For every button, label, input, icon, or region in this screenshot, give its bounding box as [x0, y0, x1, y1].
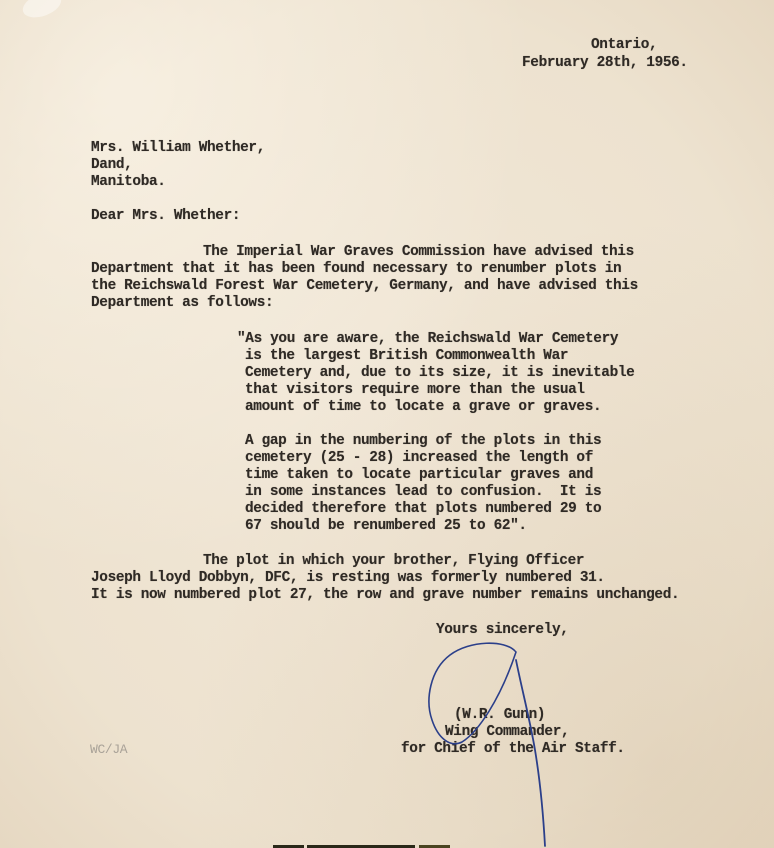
- quote2-line: time taken to locate particular graves and: [245, 467, 594, 483]
- closing: Yours sincerely,: [436, 622, 569, 638]
- paragraph1-line: Department as follows:: [91, 295, 274, 311]
- recipient-name: Mrs. William Whether,: [91, 140, 266, 156]
- paragraph1-line: the Reichswald Forest War Cemetery, Germany, and have advised this: [91, 278, 638, 294]
- paragraph1-line: The Imperial War Graves Commission have advised this: [203, 244, 634, 260]
- paragraph2-line: It is now numbered plot 27, the row and grave number remains unchanged.: [91, 587, 680, 603]
- quote2-line: A gap in the numbering of the plots in this: [245, 433, 602, 449]
- quote1-line: that visitors require more than the usual: [245, 382, 585, 398]
- quote2-line: decided therefore that plots numbered 29 to: [245, 501, 602, 517]
- letter-date: February 28th, 1956.: [522, 55, 688, 71]
- signatory-rank: Wing Commander,: [445, 724, 570, 740]
- quote1-line: Cemetery and, due to its size, it is inevitable: [245, 365, 635, 381]
- paragraph1-line: Department that it has been found necessary to renumber plots in: [91, 261, 622, 277]
- salutation: Dear Mrs. Whether:: [91, 208, 241, 224]
- quote2-line: in some instances lead to confusion. It is: [245, 484, 602, 500]
- signatory-name: (W.R. Gunn): [454, 707, 546, 723]
- quote1-line: "As you are aware, the Reichswald War Cemetery: [237, 331, 619, 347]
- paper-fold-mark: [19, 0, 64, 22]
- reference-initials: WC/JA: [90, 742, 128, 757]
- quote2-line: 67 should be renumbered 25 to 62".: [245, 518, 527, 534]
- recipient-province: Manitoba.: [91, 174, 166, 190]
- signatory-title: for Chief of the Air Staff.: [401, 741, 625, 757]
- paragraph2-line: Joseph Lloyd Dobbyn, DFC, is resting was formerly numbered 31.: [91, 570, 605, 586]
- letter-place: Ontario,: [591, 37, 658, 53]
- quote2-line: cemetery (25 - 28) increased the length of: [245, 450, 594, 466]
- quote1-line: is the largest British Commonwealth War: [245, 348, 569, 364]
- paragraph2-line: The plot in which your brother, Flying Officer: [203, 553, 585, 569]
- quote1-line: amount of time to locate a grave or graves.: [245, 399, 602, 415]
- recipient-town: Dand,: [91, 157, 133, 173]
